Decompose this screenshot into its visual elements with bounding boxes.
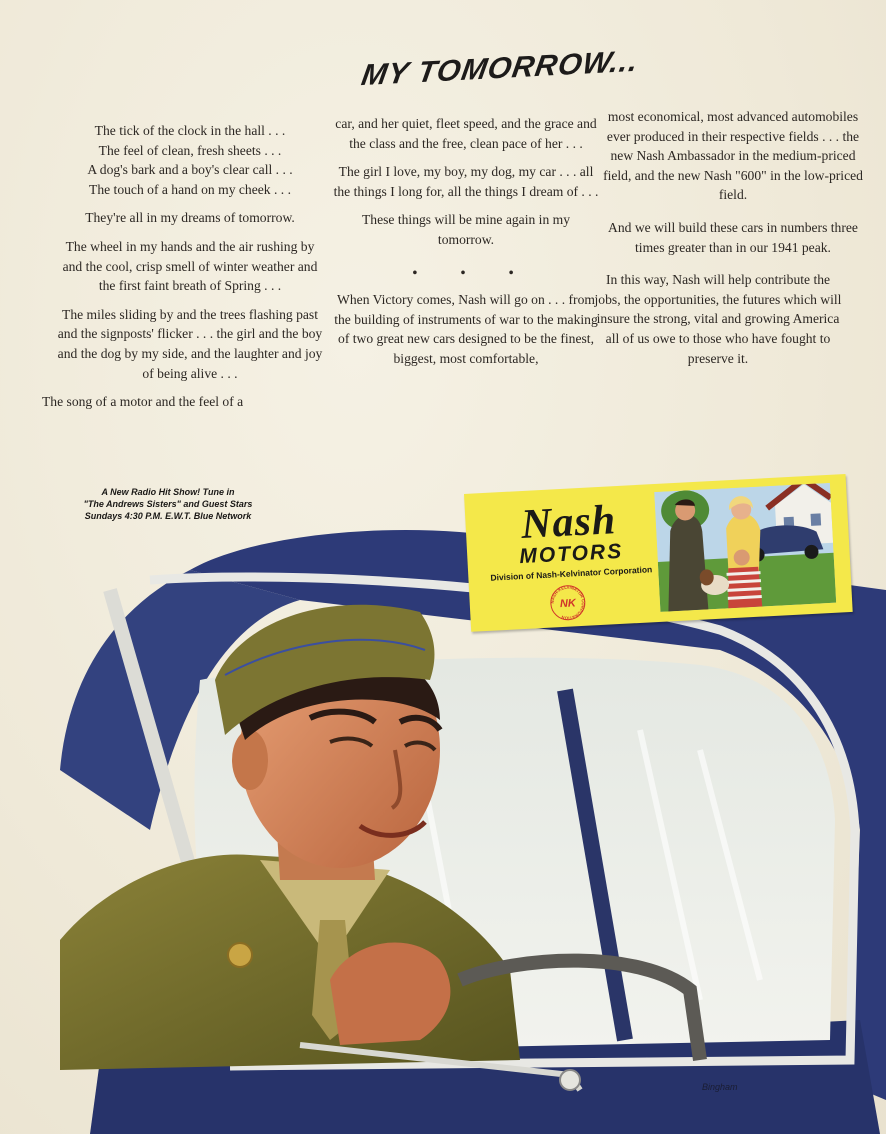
body-paragraph: These things will be mine again in my tomorrow.	[361, 212, 571, 247]
body-paragraph: The wheel in my hands and the air rushing by and the cool, crisp smell of winter weather and the first faint breath of Spring . . .	[62, 238, 318, 294]
body-paragraph: The girl I love, my boy, my dog, my car . . . all the things I long for, all the things I dream of . . .	[333, 164, 599, 199]
radio-line: "The Andrews Sisters" and Guest Stars	[83, 499, 253, 509]
brand-motors: MOTORS	[518, 539, 624, 569]
body-paragraph: When Victory comes, Nash will go on . . . from the building of instruments of war to the making of two great new cars designed to be the finest, biggest, most comfortable,	[334, 292, 598, 366]
headline: MY TOMORROW...	[359, 44, 642, 93]
verse-line: A dog's bark and a boy's clear call . . .	[87, 162, 293, 178]
body-paragraph: And we will build these cars in numbers three times greater than in our 1941 peak.	[608, 219, 858, 255]
us-collar-insignia	[228, 943, 252, 967]
verse-line: The touch of a hand on my cheek . . .	[89, 181, 291, 197]
body-paragraph: They're all in my dreams of tomorrow.	[85, 210, 295, 226]
radio-line: A New Radio Hit Show! Tune in	[101, 487, 235, 497]
body-paragraph: In this way, Nash will help contribute the jobs, the opportunities, the futures which will insure the strong, vital and growing America all of us owe to those who have fought to preserve it.	[594, 272, 842, 366]
nash-motors-badge	[464, 474, 853, 632]
artist-signature: Bingham	[702, 1082, 738, 1092]
logo-ring-text: NASH-KELVINATOR CORPORATION	[549, 584, 586, 621]
radio-line: Sundays 4:30 P.M. E.W.T. Blue Network	[84, 511, 252, 521]
column-3	[588, 107, 878, 381]
body-paragraph: car, and her quiet, fleet speed, and the grace and the class and the free, clean pace of her . . .	[335, 116, 597, 151]
nash-kelvinator-logo	[547, 582, 589, 624]
logo-letters: NK	[559, 597, 577, 611]
column-2	[316, 114, 616, 378]
family-scene-illustration	[654, 483, 836, 612]
body-paragraph: The song of a motor and the feel of a	[42, 394, 244, 410]
wiper-pivot	[560, 1070, 580, 1090]
verse-line: The tick of the clock in the hall . . .	[94, 123, 286, 138]
ear	[232, 730, 268, 790]
verse-line: The feel of clean, fresh sheets . . .	[98, 142, 282, 158]
body-paragraph: most economical, most advanced automobiles ever produced in their respective fields . . . the new Nash Ambassador in the medium-priced field, and the new Nash "600" in the low-priced field.	[603, 109, 863, 203]
verse-block	[40, 121, 340, 199]
column-1	[40, 121, 340, 421]
division-line: Division of Nash-Kelvinator Corporation	[490, 564, 653, 583]
section-dots: • • •	[412, 264, 534, 280]
body-paragraph: The miles sliding by and the trees flashing past and the signposts' flicker . . . the girl and the boy and the dog by my side, and the laughter and joy of being alive . . .	[57, 306, 323, 381]
brand-name: Nash	[519, 497, 618, 549]
